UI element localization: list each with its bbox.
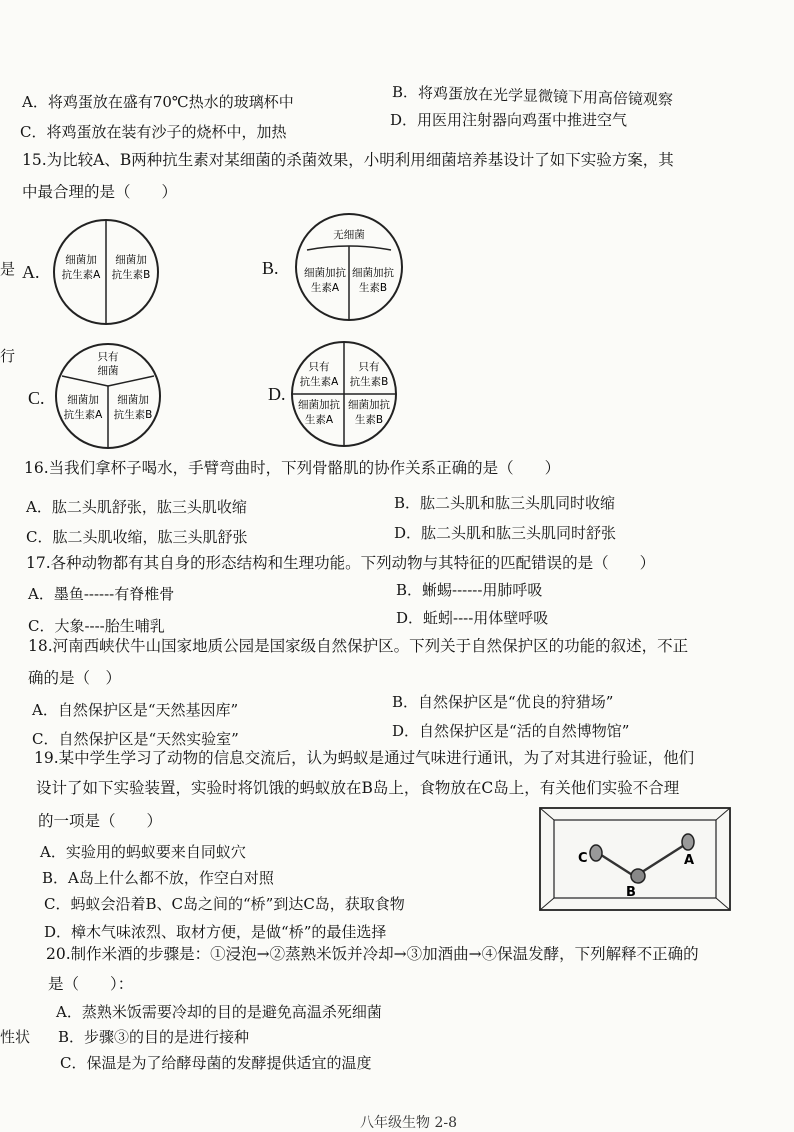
margin-text: 性状 bbox=[0, 1028, 31, 1046]
fig-label-c: C bbox=[578, 851, 588, 866]
q17-option-c: C．大象----胎生哺乳 bbox=[28, 617, 165, 635]
dish-c-right-text: 细菌加 bbox=[117, 394, 149, 406]
fig-label-b: B bbox=[626, 885, 636, 900]
q18-option-b: B．自然保护区是“优良的狩猎场” bbox=[392, 693, 614, 711]
fig-label-a: A bbox=[684, 853, 695, 868]
q15-dish-d bbox=[288, 338, 400, 450]
q20-option-a: A．蒸熟米饭需要冷却的目的是避免高温杀死细菌 bbox=[56, 1003, 382, 1021]
q15-option-a-label: A. bbox=[22, 262, 40, 282]
q17-option-b: B．蜥蜴------用肺呼吸 bbox=[396, 581, 543, 599]
q17-stem: 17.各种动物都有其自身的形态结构和生理功能。下列动物与其特征的匹配错误的是（ ） bbox=[26, 554, 656, 572]
dish-d-br-text: 细菌加抗 bbox=[348, 399, 390, 411]
q19-option-c: C．蚂蚁会沿着B、C岛之间的“桥”到达C岛，获取食物 bbox=[44, 895, 405, 913]
island-a bbox=[682, 834, 694, 850]
q14-option-d: D．用医用注射器向鸡蛋中推进空气 bbox=[390, 111, 628, 129]
q15-dish-c bbox=[52, 340, 164, 452]
q19-apparatus-figure bbox=[538, 806, 734, 914]
q18-option-c: C．自然保护区是“天然实验室” bbox=[32, 730, 239, 748]
q16-option-d: D．肱二头肌和肱三头肌同时舒张 bbox=[394, 524, 617, 542]
dish-a-left-text: 抗生素A bbox=[61, 269, 101, 281]
island-b bbox=[631, 869, 645, 883]
q15-dish-b bbox=[292, 210, 406, 324]
q19-stem-cont: 设计了如下实验装置，实验时将饥饿的蚂蚁放在B岛上，食物放在C岛上，有关他们实验不合理 bbox=[36, 779, 680, 797]
dish-d-br-text: 生素B bbox=[354, 414, 384, 426]
q15-dish-a bbox=[50, 216, 162, 328]
q14-option-c: C．将鸡蛋放在装有沙子的烧杯中，加热 bbox=[20, 123, 287, 141]
q17-option-d: D．蚯蚓----用体壁呼吸 bbox=[396, 609, 549, 627]
q20-stem: 20.制作米酒的步骤是：①浸泡→②蒸熟米饭并冷却→③加酒曲→④保温发酵，下列解释不正确的 bbox=[46, 945, 699, 963]
dish-c-top-text: 细菌 bbox=[97, 365, 119, 377]
dish-d-tl-text: 抗生素A bbox=[299, 376, 339, 388]
dish-b-right-text: 生素B bbox=[358, 282, 388, 294]
dish-a-right-text: 细菌加 bbox=[115, 254, 147, 266]
dish-c-top-text: 只有 bbox=[97, 351, 119, 363]
q17-option-a: A．墨鱼------有脊椎骨 bbox=[28, 585, 175, 603]
q20-option-b: B．步骤③的目的是进行接种 bbox=[58, 1028, 250, 1046]
dish-d-bl-text: 生素A bbox=[304, 414, 334, 426]
q18-option-a: A．自然保护区是“天然基因库” bbox=[32, 701, 239, 719]
page-footer: 八年级生物 2-8 bbox=[360, 1115, 457, 1131]
dish-c-left-text: 细菌加 bbox=[67, 394, 99, 406]
q14-option-a: A．将鸡蛋放在盛有70℃热水的玻璃杯中 bbox=[22, 93, 294, 111]
q15-option-c-label: C. bbox=[28, 388, 45, 408]
dish-d-tr-text: 只有 bbox=[358, 361, 380, 373]
dish-d-tr-text: 抗生素B bbox=[349, 376, 389, 388]
q15-stem: 15.为比较A、B两种抗生素对某细菌的杀菌效果，小明利用细菌培养基设计了如下实验方案，其 bbox=[22, 151, 674, 169]
q18-stem: 18.河南西峡伏牛山国家地质公园是国家级自然保护区。下列关于自然保护区的功能的叙述，不正 bbox=[28, 637, 689, 655]
q19-option-d: D．樟木气味浓烈、取材方便，是做“桥”的最佳选择 bbox=[44, 923, 387, 941]
dish-d-tl-text: 只有 bbox=[308, 361, 330, 373]
dish-b-right-text: 细菌加抗 bbox=[352, 267, 394, 279]
q19-option-b: B．A岛上什么都不放，作空白对照 bbox=[42, 869, 274, 887]
q15-option-d-label: D. bbox=[268, 384, 286, 404]
q20-option-c: C．保温是为了给酵母菌的发酵提供适宜的温度 bbox=[60, 1054, 372, 1072]
q19-option-a: A．实验用的蚂蚁要来自同蚁穴 bbox=[40, 843, 246, 861]
q14-option-b: B．将鸡蛋放在光学显微镜下用高倍镜观察 bbox=[391, 83, 674, 109]
dish-c-left-text: 抗生素A bbox=[63, 409, 103, 421]
dish-a-left-text: 细菌加 bbox=[65, 254, 97, 266]
dish-a-right-text: 抗生素B bbox=[111, 269, 151, 281]
q15-option-b-label: B. bbox=[262, 258, 279, 278]
q16-option-a: A．肱二头肌舒张，肱三头肌收缩 bbox=[26, 498, 247, 516]
dish-b-left-text: 细菌加抗 bbox=[304, 267, 346, 279]
q20-stem-cont: 是（ ）： bbox=[48, 975, 134, 993]
dish-b-left-text: 生素A bbox=[310, 282, 340, 294]
q19-stem-cont: 的一项是（ ） bbox=[38, 812, 163, 830]
margin-text: 是 bbox=[0, 260, 16, 278]
dish-b-top-text: 无细菌 bbox=[333, 229, 365, 241]
dish-d-bl-text: 细菌加抗 bbox=[298, 399, 340, 411]
island-c bbox=[590, 845, 602, 861]
q18-option-d: D．自然保护区是“活的自然博物馆” bbox=[392, 722, 630, 740]
q19-stem: 19.某中学生学习了动物的信息交流后，认为蚂蚁是通过气味进行通讯，为了对其进行验证，他们 bbox=[34, 749, 695, 767]
q16-option-b: B．肱二头肌和肱三头肌同时收缩 bbox=[394, 494, 616, 512]
q15-stem-cont: 中最合理的是（ ） bbox=[22, 183, 178, 201]
margin-text: 行 bbox=[0, 347, 16, 365]
dish-c-right-text: 抗生素B bbox=[113, 409, 153, 421]
q18-stem-cont: 确的是（ ） bbox=[28, 669, 122, 687]
q16-option-c: C．肱二头肌收缩，肱三头肌舒张 bbox=[26, 528, 248, 546]
q16-stem: 16.当我们拿杯子喝水，手臂弯曲时，下列骨骼肌的协作关系正确的是（ ） bbox=[24, 459, 561, 477]
